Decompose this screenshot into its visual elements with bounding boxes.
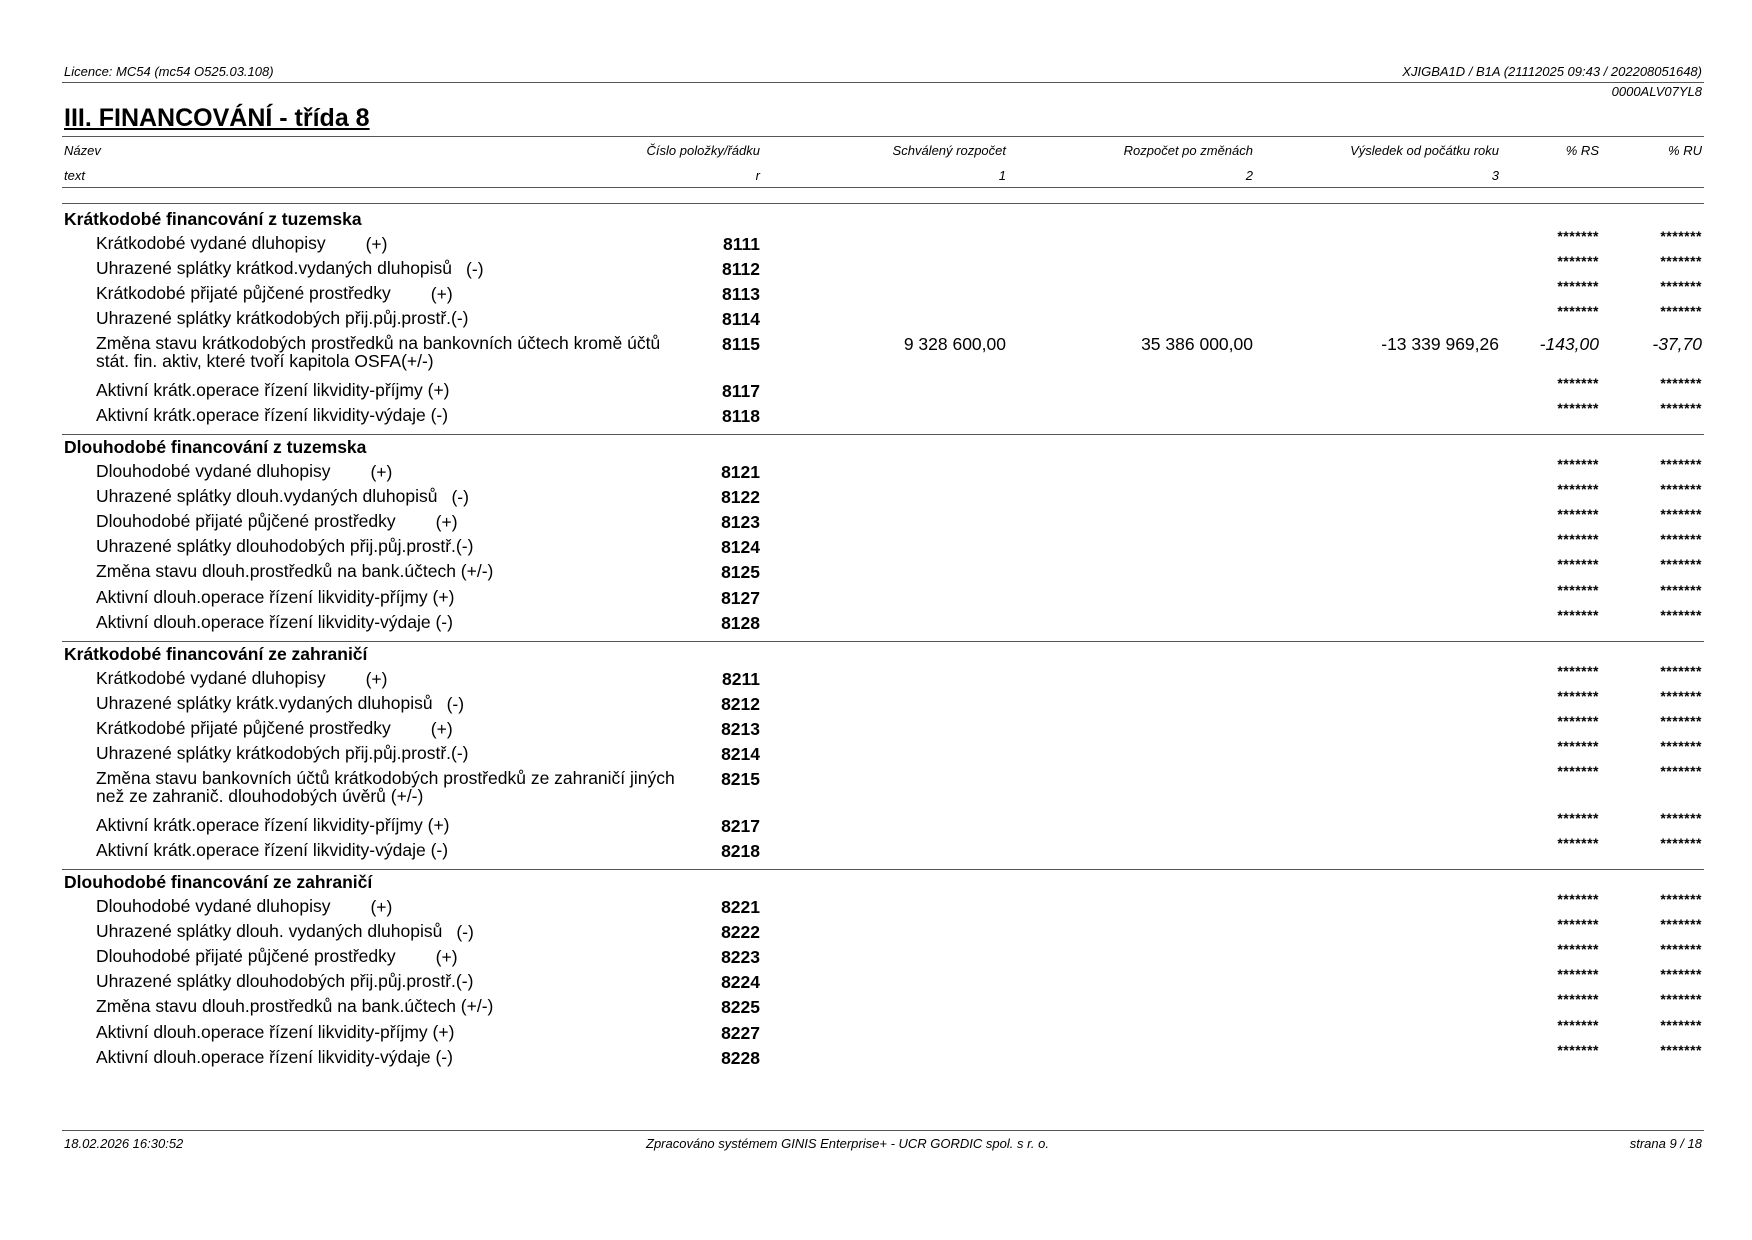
row-pct-rs: -143,00 [1539, 334, 1599, 355]
col-sub-1: 1 [998, 168, 1006, 183]
row-schvaleny: 9 328 600,00 [903, 334, 1006, 355]
row-pct-rs-stars: ******* [1557, 303, 1599, 320]
licence-label: Licence: MC54 (mc54 O525.03.108) [64, 64, 274, 79]
row-name: Aktivní dlouh.operace řízení likvidity-výdaje (-) [96, 1046, 453, 1067]
row-pct-rs-stars: ******* [1557, 763, 1599, 780]
row-vysledek: -13 339 969,26 [1381, 334, 1499, 355]
row-name: Uhrazené splátky dlouh. vydaných dluhopisů [96, 921, 443, 942]
col-sub-3: 3 [1491, 168, 1499, 183]
row-pct-rs-stars: ******* [1557, 688, 1599, 705]
row-name: Změna stavu krátkodobých prostředků na bankovních účtech kromě účtů stát. fin. aktiv, které tvoří kapitola OSFA(+/-) [96, 333, 661, 372]
row-name: Krátkodobé přijaté půjčené prostředky [96, 718, 391, 739]
row-pct-rs-stars: ******* [1557, 399, 1599, 416]
row-pct-ru-stars: ******* [1660, 253, 1702, 270]
row-pct-ru-stars: ******* [1660, 606, 1702, 623]
row-pct-ru-stars: ******* [1660, 278, 1702, 295]
row-name: Uhrazené splátky krátkodobých přij.půj.prostř.(-) [96, 743, 469, 764]
row-pct-rs-stars: ******* [1557, 506, 1599, 523]
section-title: Krátkodobé financování z tuzemska [64, 209, 362, 229]
row-code: 8215 [721, 769, 760, 790]
row-pct-rs-stars: ******* [1557, 809, 1599, 826]
section-title: Krátkodobé financování ze zahraničí [64, 644, 368, 664]
row-pct-ru-stars: ******* [1660, 531, 1702, 548]
row-pct-rs-stars: ******* [1557, 481, 1599, 498]
col-sub-r: r [755, 168, 760, 183]
row-pct-ru-stars: ******* [1660, 1041, 1702, 1058]
row-pct-rs-stars: ******* [1557, 606, 1599, 623]
row-name: Aktivní krátk.operace řízení likvidity-příjmy (+) [96, 379, 450, 400]
row-name: Uhrazené splátky dlouhodobých přij.půj.prostř.(-) [96, 971, 474, 992]
row-pct-ru-stars: ******* [1660, 399, 1702, 416]
row-sign: (+) [365, 234, 388, 254]
row-name: Uhrazené splátky dlouhodobých přij.půj.prostř.(-) [96, 536, 474, 557]
col-sub-text: text [64, 168, 85, 183]
footer-page: strana 9 / 18 [1629, 1136, 1702, 1151]
row-pct-ru-stars: ******* [1660, 1016, 1702, 1033]
row-code: 8211 [722, 669, 760, 689]
row-code: 8217 [721, 815, 760, 836]
row-name: Krátkodobé přijaté půjčené prostředky [96, 283, 391, 304]
row-pct-rs-stars: ******* [1557, 581, 1599, 598]
row-name: Změna stavu bankovních účtů krátkodobých prostředků ze zahraničí jiných než ze zahranič. dlouhodobých úvěrů (+/-) [96, 768, 675, 807]
row-sign: (+) [370, 462, 393, 482]
row-sign: (-) [456, 922, 474, 943]
row-pct-rs-stars: ******* [1557, 916, 1599, 933]
col-header-rs: % RS [1565, 143, 1599, 158]
section-divider [62, 641, 1704, 642]
footer-datetime: 18.02.2026 16:30:52 [64, 1136, 184, 1151]
page-title: III. FINANCOVÁNÍ - třída 8 [64, 104, 370, 132]
footer-system: Zpracováno systémem GINIS Enterprise+ - UCR GORDIC spol. s r. o. [646, 1136, 1049, 1151]
row-code: 8122 [721, 487, 760, 508]
row-sign: (-) [466, 259, 484, 280]
footer-divider [62, 1130, 1704, 1131]
row-pct-rs-stars: ******* [1557, 991, 1599, 1008]
row-sign: (+) [370, 897, 393, 917]
row-code: 8112 [722, 259, 760, 280]
row-pct-rs-stars: ******* [1557, 228, 1599, 244]
row-pct-ru-stars: ******* [1660, 916, 1702, 933]
row-pct-ru-stars: ******* [1660, 891, 1702, 907]
col-header-schvaleny: Schválený rozpočet [892, 143, 1006, 158]
row-pct-rs-stars: ******* [1557, 738, 1599, 755]
row-name: Aktivní dlouh.operace řízení likvidity-výdaje (-) [96, 611, 453, 632]
report-code-label: 0000ALV07YL8 [1611, 84, 1702, 99]
title-divider [62, 136, 1704, 137]
row-pct-rs-stars: ******* [1557, 1041, 1599, 1058]
row-pct-ru-stars: ******* [1660, 663, 1702, 679]
row-pct-ru-stars: ******* [1660, 303, 1702, 320]
row-sign: (+) [430, 719, 453, 740]
row-pct-ru-stars: ******* [1660, 456, 1702, 472]
row-po-zmenach: 35 386 000,00 [1141, 334, 1253, 355]
row-pct-rs-stars: ******* [1557, 1016, 1599, 1033]
col-sub-2: 2 [1245, 168, 1253, 183]
row-name: Krátkodobé vydané dluhopisy [96, 233, 326, 253]
row-sign: (+) [435, 947, 458, 968]
row-name: Uhrazené splátky krátkodobých přij.půj.prostř.(-) [96, 308, 469, 329]
row-code: 8118 [722, 405, 760, 426]
row-name: Změna stavu dlouh.prostředků na bank.účtech (+/-) [96, 996, 494, 1017]
table-top-divider [62, 203, 1704, 204]
row-code: 8127 [721, 587, 760, 608]
row-pct-ru-stars: ******* [1660, 738, 1702, 755]
col-header-ru: % RU [1668, 143, 1702, 158]
section-divider [62, 434, 1704, 435]
row-name: Dlouhodobé přijaté půjčené prostředky [96, 511, 396, 532]
row-code: 8221 [721, 897, 760, 917]
report-id-label: XJIGBA1D / B1A (21112025 09:43 / 202208051648) [1402, 64, 1702, 79]
section-divider [62, 869, 1704, 870]
col-header-cislo: Číslo položky/řádku [646, 143, 760, 158]
row-name: Uhrazené splátky krátkod.vydaných dluhopisů [96, 258, 453, 279]
col-header-vysledek: Výsledek od počátku roku [1350, 143, 1499, 158]
row-sign: (+) [365, 669, 388, 689]
row-pct-rs-stars: ******* [1557, 556, 1599, 573]
row-sign: (+) [430, 284, 453, 305]
row-pct-rs-stars: ******* [1557, 713, 1599, 730]
row-code: 8224 [721, 972, 760, 993]
row-name: Dlouhodobé vydané dluhopisy [96, 461, 331, 481]
row-code: 8123 [721, 512, 760, 533]
row-pct-rs-stars: ******* [1557, 456, 1599, 472]
row-code: 8121 [721, 462, 760, 482]
row-pct-ru-stars: ******* [1660, 941, 1702, 958]
row-code: 8218 [721, 840, 760, 861]
row-name: Aktivní krátk.operace řízení likvidity-příjmy (+) [96, 814, 450, 835]
row-code: 8227 [721, 1022, 760, 1043]
row-pct-rs-stars: ******* [1557, 941, 1599, 958]
row-pct-rs-stars: ******* [1557, 531, 1599, 548]
row-pct-ru-stars: ******* [1660, 834, 1702, 851]
row-name: Změna stavu dlouh.prostředků na bank.účtech (+/-) [96, 561, 494, 582]
row-name: Aktivní krátk.operace řízení likvidity-výdaje (-) [96, 839, 449, 860]
row-pct-ru-stars: ******* [1660, 688, 1702, 705]
row-name: Dlouhodobé přijaté půjčené prostředky [96, 946, 396, 967]
row-pct-ru-stars: ******* [1660, 991, 1702, 1008]
row-code: 8228 [721, 1047, 760, 1068]
row-name: Aktivní dlouh.operace řízení likvidity-příjmy (+) [96, 586, 455, 607]
row-sign: (+) [435, 512, 458, 533]
row-pct-rs-stars: ******* [1557, 966, 1599, 983]
row-pct-ru-stars: ******* [1660, 374, 1702, 391]
row-name: Uhrazené splátky krátk.vydaných dluhopisů [96, 693, 433, 714]
row-pct-ru-stars: ******* [1660, 713, 1702, 730]
row-pct-ru-stars: ******* [1660, 966, 1702, 983]
row-pct-rs-stars: ******* [1557, 278, 1599, 295]
row-code: 8212 [721, 694, 760, 715]
row-code: 8222 [721, 922, 760, 943]
section-title: Dlouhodobé financování z tuzemska [64, 437, 367, 457]
row-code: 8223 [721, 947, 760, 968]
row-code: 8115 [722, 334, 760, 355]
row-name: Aktivní krátk.operace řízení likvidity-výdaje (-) [96, 404, 449, 425]
row-code: 8128 [721, 612, 760, 633]
row-pct-rs-stars: ******* [1557, 253, 1599, 270]
row-sign: (-) [446, 694, 465, 715]
row-pct-rs-stars: ******* [1557, 663, 1599, 679]
row-pct-rs-stars: ******* [1557, 374, 1599, 391]
row-name: Uhrazené splátky dlouh.vydaných dluhopisů [96, 486, 438, 507]
row-pct-ru: -37,70 [1652, 334, 1702, 355]
row-pct-ru-stars: ******* [1660, 581, 1702, 598]
row-pct-rs-stars: ******* [1557, 891, 1599, 907]
row-pct-ru-stars: ******* [1660, 809, 1702, 826]
row-pct-ru-stars: ******* [1660, 228, 1702, 244]
row-code: 8117 [722, 380, 760, 401]
row-name: Aktivní dlouh.operace řízení likvidity-příjmy (+) [96, 1021, 455, 1042]
col-header-nazev: Název [64, 143, 101, 158]
colheader-divider [62, 187, 1704, 188]
row-code: 8213 [721, 719, 760, 740]
row-code: 8124 [721, 537, 760, 558]
row-code: 8214 [721, 744, 760, 765]
row-code: 8225 [721, 997, 760, 1018]
col-header-po-zmenach: Rozpočet po změnách [1123, 143, 1253, 158]
row-code: 8113 [722, 284, 760, 305]
row-pct-rs-stars: ******* [1557, 834, 1599, 851]
row-pct-ru-stars: ******* [1660, 556, 1702, 573]
row-pct-ru-stars: ******* [1660, 506, 1702, 523]
header-divider [62, 82, 1704, 83]
row-code: 8125 [721, 562, 760, 583]
row-name: Krátkodobé vydané dluhopisy [96, 668, 326, 688]
section-title: Dlouhodobé financování ze zahraničí [64, 872, 373, 892]
row-code: 8111 [723, 234, 760, 254]
row-pct-ru-stars: ******* [1660, 481, 1702, 498]
row-sign: (-) [451, 487, 469, 508]
row-name: Dlouhodobé vydané dluhopisy [96, 896, 331, 916]
row-pct-ru-stars: ******* [1660, 763, 1702, 780]
row-code: 8114 [722, 309, 760, 330]
